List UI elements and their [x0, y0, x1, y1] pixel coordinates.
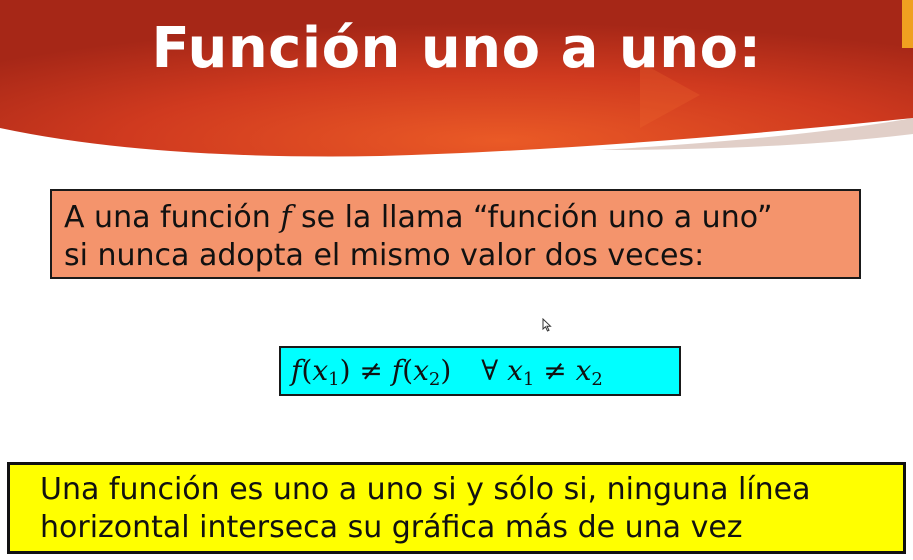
definition-line-2: si nunca adopta el mismo valor dos veces: — [64, 238, 705, 273]
definition-line-1 — [64, 199, 847, 237]
definition-variable: f — [280, 200, 292, 235]
formula-f1: f — [291, 354, 302, 387]
formula-sub1: 1 — [328, 369, 340, 390]
formula-sub4: 2 — [591, 369, 603, 390]
definition-box — [50, 189, 861, 279]
formula-x3: x — [507, 354, 523, 387]
formula-forall: ∀ — [481, 354, 508, 387]
formula-x1: x — [312, 354, 329, 387]
formula-neq-1: ≠ — [350, 354, 392, 387]
formula-f2: f — [391, 354, 403, 387]
theorem-line-2: horizontal interseca su gráfica más de una vez — [40, 510, 743, 545]
formula-box: $f(x_1) \ne f(x_2)$ ∀ $x_1 \ne x_2$ — [279, 346, 681, 396]
definition-text-before: A una función — [64, 200, 281, 235]
formula-sub3: 1 — [522, 369, 535, 390]
formula-neq-2: ≠ — [534, 354, 576, 387]
mouse-cursor-icon — [542, 318, 552, 332]
theorem-box — [7, 462, 906, 554]
definition-text-after: se la llama “función uno a uno” — [291, 200, 773, 235]
theorem-line-1: Una función es uno a uno si y sólo si, ninguna línea — [40, 472, 811, 507]
slide-title: Función uno a uno: — [151, 16, 762, 81]
formula-x2: x — [413, 354, 429, 387]
formula-x4: x — [575, 354, 592, 387]
formula-sub2: 2 — [428, 369, 441, 390]
